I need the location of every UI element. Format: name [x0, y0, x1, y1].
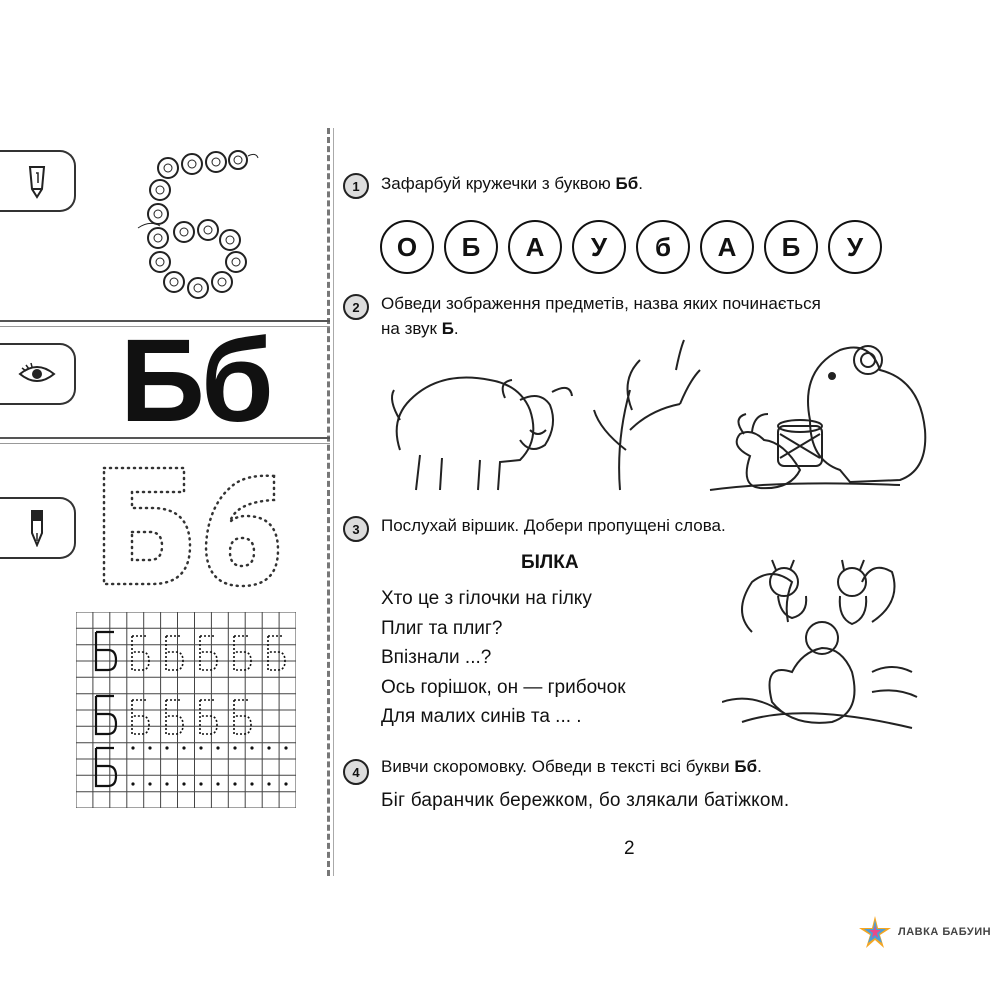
task-2-line-2-text: на звук — [381, 318, 442, 338]
star-logo-icon — [858, 915, 892, 949]
letter-circle[interactable]: б — [636, 220, 690, 274]
task-2-tail: . — [453, 318, 459, 338]
task-4-letter: Бб — [734, 757, 758, 776]
pen-icon — [22, 509, 52, 547]
column-divider — [327, 128, 330, 876]
task-2-letter: Б — [441, 318, 454, 338]
animals-illustration[interactable] — [380, 330, 940, 500]
poem-line: Хто це з гілочки на гілку — [381, 588, 592, 609]
task-number: 3 — [343, 516, 369, 542]
poem-line: Ось горішок, он — грибочок — [381, 676, 626, 698]
tab-write — [0, 150, 76, 212]
poem-title: БІЛКА — [521, 552, 579, 573]
task-3-instruction: Послухай віршик. Добери пропущені слова. — [381, 516, 726, 535]
task-4-instruction — [381, 755, 762, 780]
task-4-text: Вивчи скоромовку. Обведи в тексті всі букви — [381, 757, 735, 776]
squirrels-illustration — [722, 552, 922, 737]
letter-circle[interactable]: А — [508, 220, 562, 274]
tongue-twister: Біг баранчик бережком, бо злякали батіжком. — [381, 790, 790, 811]
poem-line: Плиг та плиг? — [381, 617, 503, 639]
beaded-letter-illustration — [130, 148, 260, 308]
poem-line: Впізнали ...? — [381, 647, 492, 668]
task-1-tail: . — [638, 174, 643, 193]
task-1-letter: Бб — [615, 174, 639, 193]
poem — [381, 584, 626, 732]
letter-circle[interactable]: У — [828, 220, 882, 274]
pencil-icon — [22, 163, 52, 199]
task-1-instruction — [381, 172, 643, 197]
letter-circle[interactable]: А — [700, 220, 754, 274]
writing-grid — [76, 612, 296, 808]
letter-circle[interactable]: Б — [764, 220, 818, 274]
column-divider-line — [333, 128, 334, 876]
tab-look — [0, 343, 76, 405]
task-2-line-1: Обведи зображення предметів, назва яких починається — [381, 294, 821, 313]
letter-circle[interactable]: У — [572, 220, 626, 274]
task-number: 1 — [343, 173, 369, 199]
tab-trace — [0, 497, 76, 559]
letter-circle[interactable]: Б — [444, 220, 498, 274]
task-1-text: Зафарбуй кружечки з буквою — [381, 174, 616, 193]
eye-icon — [18, 362, 56, 386]
task-number: 2 — [343, 294, 369, 320]
letter-circles — [380, 220, 882, 274]
letter-circle[interactable]: О — [380, 220, 434, 274]
task-4-tail: . — [757, 757, 762, 776]
page-number: 2 — [624, 838, 635, 859]
big-letter: Бб — [120, 315, 270, 447]
watermark-text: ЛАВКА БАБУИН — [898, 926, 992, 938]
poem-line: Для малих синів та ... . — [381, 706, 582, 727]
task-number: 4 — [343, 759, 369, 785]
watermark-logo — [858, 915, 991, 949]
dotted-tracing-letter — [96, 462, 286, 592]
